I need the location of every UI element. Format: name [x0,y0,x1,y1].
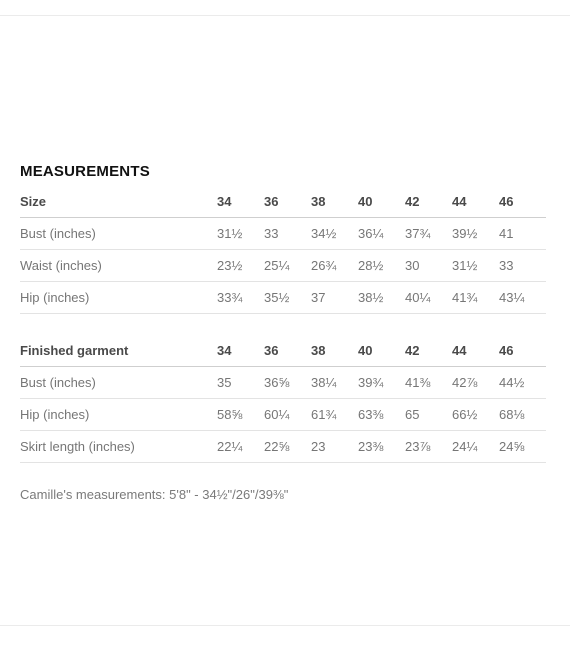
row-label: Hip (inches) [20,399,217,431]
cell-value: 26¾ [311,250,358,282]
cell-value: 31½ [217,218,264,250]
cell-value: 34½ [311,218,358,250]
header-size: 42 [405,335,452,367]
cell-value: 23½ [217,250,264,282]
cell-value: 58⅝ [217,399,264,431]
table-row [20,282,546,314]
header-size: 36 [264,335,311,367]
measurements-table [20,186,546,314]
cell-value: 41 [499,218,546,250]
header-size: 38 [311,186,358,218]
header-size: 44 [452,335,499,367]
cell-value: 41¾ [452,282,499,314]
header-size: 34 [217,335,264,367]
row-label: Bust (inches) [20,218,217,250]
cell-value: 30 [405,250,452,282]
cell-value: 40¼ [405,282,452,314]
cell-value: 25¼ [264,250,311,282]
cell-value: 33¾ [217,282,264,314]
table-row [20,218,546,250]
model-measurements-note: Camille's measurements: 5'8" - 34½"/26"/39⅜" [20,487,289,502]
cell-value: 23⅜ [358,431,405,463]
row-label: Waist (inches) [20,250,217,282]
header-label: Size [20,186,217,218]
cell-value: 38½ [358,282,405,314]
cell-value: 33 [264,218,311,250]
cell-value: 38¼ [311,367,358,399]
cell-value: 61¾ [311,399,358,431]
header-size: 40 [358,186,405,218]
cell-value: 42⅞ [452,367,499,399]
cell-value: 43¼ [499,282,546,314]
cell-value: 39½ [452,218,499,250]
row-label: Hip (inches) [20,282,217,314]
cell-value: 24⅝ [499,431,546,463]
cell-value: 24¼ [452,431,499,463]
cell-value: 39¾ [358,367,405,399]
header-size: 34 [217,186,264,218]
table-row [20,431,546,463]
cell-value: 23⅞ [405,431,452,463]
cell-value: 36¼ [358,218,405,250]
cell-value: 22¼ [217,431,264,463]
cell-value: 33 [499,250,546,282]
cell-value: 60¼ [264,399,311,431]
table-row [20,250,546,282]
header-size: 46 [499,186,546,218]
cell-value: 37¾ [405,218,452,250]
table-header-row [20,335,546,367]
header-label: Finished garment [20,335,217,367]
table-row [20,367,546,399]
cell-value: 35 [217,367,264,399]
table-header-row [20,186,546,218]
cell-value: 68⅛ [499,399,546,431]
cell-value: 37 [311,282,358,314]
cell-value: 22⅝ [264,431,311,463]
row-label: Bust (inches) [20,367,217,399]
header-size: 44 [452,186,499,218]
cell-value: 28½ [358,250,405,282]
section-title: MEASUREMENTS [20,163,150,180]
finished-garment-table [20,335,546,463]
header-size: 42 [405,186,452,218]
header-size: 46 [499,335,546,367]
top-divider [0,15,570,16]
cell-value: 44½ [499,367,546,399]
bottom-divider [0,625,570,626]
cell-value: 41⅜ [405,367,452,399]
header-size: 38 [311,335,358,367]
cell-value: 63⅜ [358,399,405,431]
header-size: 36 [264,186,311,218]
cell-value: 31½ [452,250,499,282]
cell-value: 65 [405,399,452,431]
cell-value: 23 [311,431,358,463]
cell-value: 35½ [264,282,311,314]
table-row [20,399,546,431]
cell-value: 36⅝ [264,367,311,399]
cell-value: 66½ [452,399,499,431]
header-size: 40 [358,335,405,367]
row-label: Skirt length (inches) [20,431,217,463]
